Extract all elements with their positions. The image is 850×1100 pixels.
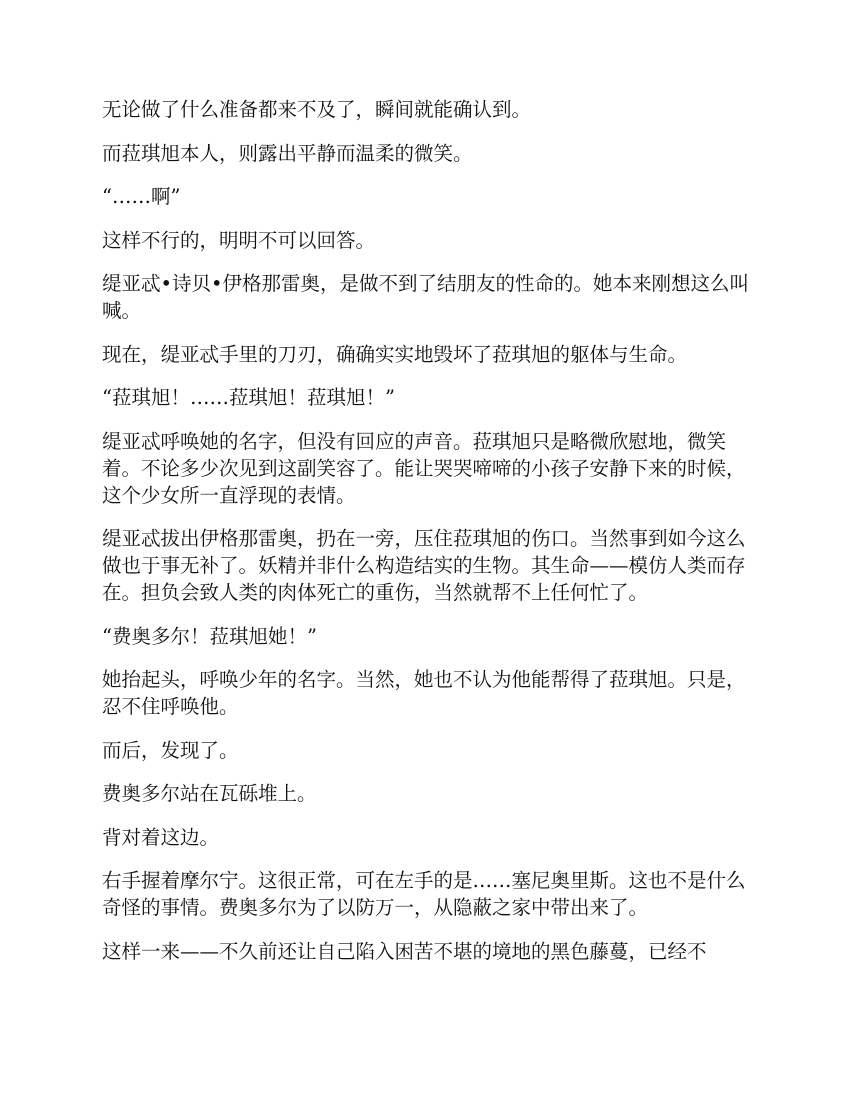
paragraph: 缇亚忒拔出伊格那雷奥，扔在一旁，压住菈琪旭的伤口。当然事到如今这么做也于事无补了。妖精并非什么构造结实的生物。其生命——模仿人类而存在。担负会致人类的肉体死亡的重伤，当然就帮不上任何忙了。 [102, 527, 746, 604]
paragraph: 而后，发现了。 [102, 738, 239, 762]
paragraph: 她抬起头，呼唤少年的名字。当然，她也不认为他能帮得了菈琪旭。只是，忍不住呼唤他。 [102, 668, 746, 718]
paragraph: “费奥多尔！菈琪旭她！” [102, 624, 317, 648]
paragraph: 背对着这边。 [102, 825, 220, 849]
paragraph: 这样不行的，明明不可以回答。 [102, 228, 376, 252]
paragraph: 而菈琪旭本人，则露出平静而温柔的微笑。 [102, 141, 473, 165]
paragraph: 现在，缇亚忒手里的刀刃，确确实实地毁坏了菈琪旭的躯体与生命。 [102, 342, 688, 366]
document-body [102, 96, 752, 981]
paragraph: 费奥多尔站在瓦砾堆上。 [102, 782, 317, 805]
paragraph: 无论做了什么准备都来不及了，瞬间就能确认到。 [102, 98, 532, 121]
paragraph: “……啊” [102, 185, 181, 208]
paragraph: 缇亚忒•诗贝•伊格那雷奥，是做不到了结朋友的性命的。她本来刚想这么叫喊。 [102, 272, 750, 322]
paragraph: 右手握着摩尔宁。这很正常，可在左手的是……塞尼奥里斯。这也不是什么奇怪的事情。费奥多尔为了以防万一，从隐蔽之家中带出来了。 [102, 869, 746, 919]
paragraph: “菈琪旭！……菈琪旭！菈琪旭！” [102, 386, 395, 409]
paragraph: 缇亚忒呼唤她的名字，但没有回应的声音。菈琪旭只是略微欣慰地，微笑着。不论多少次见到这副笑容了。能让哭哭啼啼的小孩子安静下来的时候，这个少女所一直浮现的表情。 [102, 429, 746, 507]
paragraph: 这样一来——不久前还让自己陷入困苦不堪的境地的黑色藤蔓，已经不 [102, 939, 707, 963]
